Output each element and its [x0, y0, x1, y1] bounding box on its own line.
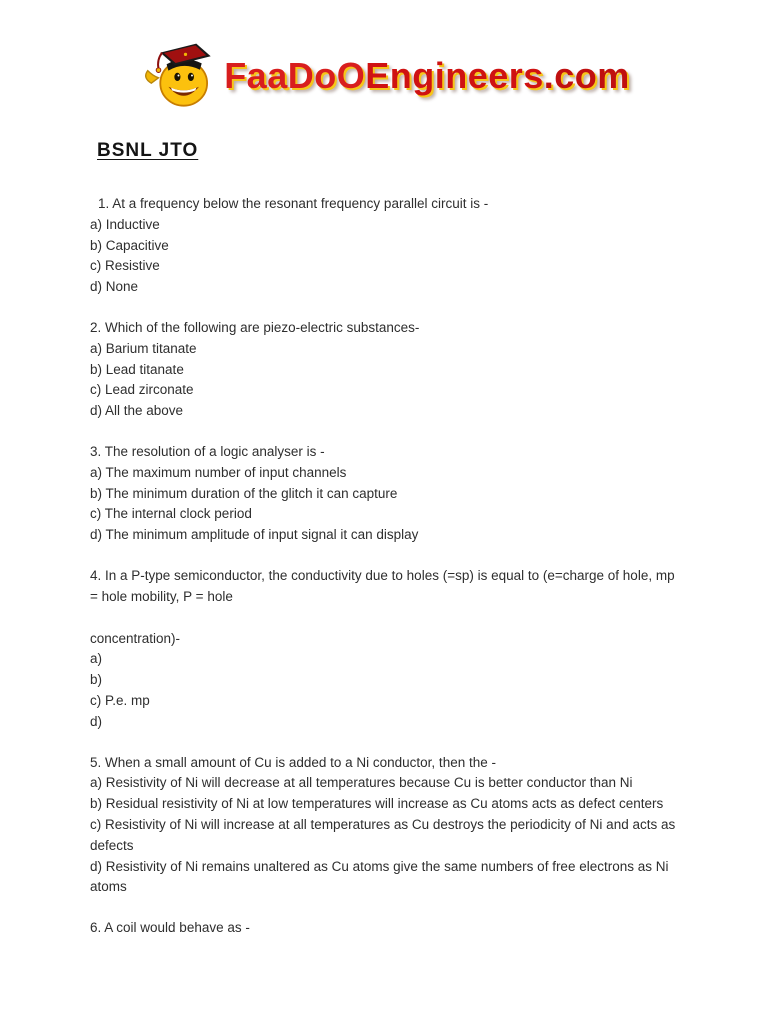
option: c) The internal clock period [90, 506, 252, 522]
option: d) [90, 713, 103, 729]
option: c) P.e. mp [90, 692, 150, 708]
option: d) Resistivity of Ni remains unaltered as Cu atoms give the same numbers of free electrons as Ni atoms [90, 858, 669, 895]
question-6 [90, 918, 682, 939]
question-4 [90, 566, 682, 733]
question-text-continued: concentration)- [90, 630, 181, 646]
question-3 [90, 442, 682, 546]
option: b) Residual resistivity of Ni at low temperatures will increase as Cu atoms acts as defect centers [90, 796, 664, 812]
option: b) [90, 672, 103, 688]
option: a) Inductive [90, 216, 160, 232]
option: a) [90, 651, 103, 667]
logo [0, 0, 768, 112]
option: c) Resistivity of Ni will increase at all temperatures as Cu destroys the periodicity of Ni and acts as defects [90, 816, 676, 853]
brand-engineers: Engineers [365, 55, 544, 96]
option: b) Capacitive [90, 237, 169, 253]
question-text: 1. At a frequency below the resonant frequency parallel circuit is - [98, 196, 489, 211]
option: b) Lead titanate [90, 361, 184, 377]
option: a) Resistivity of Ni will decrease at all temperatures because Cu is better conductor than Ni [90, 775, 633, 791]
mascot-icon [138, 40, 224, 112]
question-1 [90, 194, 682, 298]
option: b) The minimum duration of the glitch it can capture [90, 485, 398, 501]
question-text: 6. A coil would behave as - [90, 920, 250, 936]
question-5 [90, 753, 682, 899]
option: d) The minimum amplitude of input signal it can display [90, 527, 419, 543]
option: d) None [90, 279, 139, 295]
option: a) The maximum number of input channels [90, 464, 347, 480]
page-title: BSNL JTO [97, 140, 199, 161]
brand-com: .com [543, 55, 630, 96]
question-text: 5. When a small amount of Cu is added to a Ni conductor, then the - [90, 754, 496, 770]
option: c) Lead zirconate [90, 382, 194, 398]
question-text: 3. The resolution of a logic analyser is - [90, 443, 325, 459]
question-2 [90, 318, 682, 422]
option: d) All the above [90, 403, 184, 419]
brand-text [224, 55, 630, 96]
brand-faadoo: FaaDoO [224, 55, 366, 96]
question-text: 4. In a P-type semiconductor, the conductivity due to holes (=sp) is equal to (e=charge of hole, mp = hole mobility, P = hole [90, 567, 675, 604]
question-text: 2. Which of the following are piezo-electric substances- [90, 319, 420, 335]
option: c) Resistive [90, 258, 160, 274]
document-content [0, 140, 768, 939]
option: a) Barium titanate [90, 340, 197, 356]
